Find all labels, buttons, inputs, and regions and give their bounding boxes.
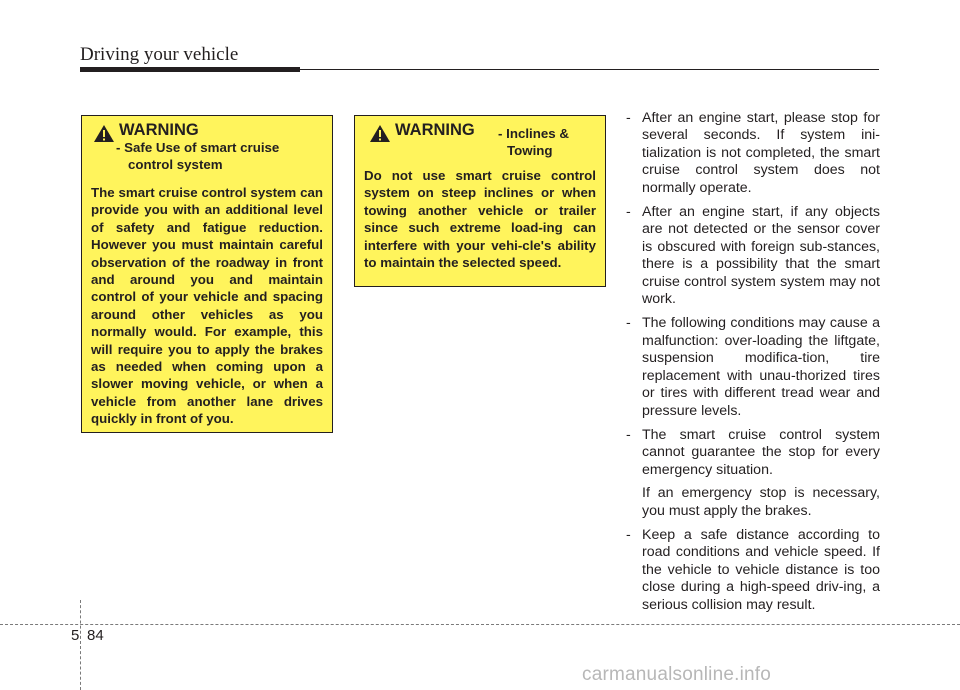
- note-text: After an engine start, please stop for several seconds. If system ini-tialization is not completed, the smart cruise control system does not normally operate.: [642, 110, 880, 196]
- note-continuation: If an emergency stop is necessary, you must apply the brakes.: [642, 485, 880, 519]
- warning-subtitle-line1: - Inclines &: [498, 126, 569, 141]
- note-text: The following conditions may cause a malfunction: over-loading the liftgate, suspension modifica-tion, tire replacement with unau-thorized tires or tires with different tread wear and pressure levels.: [642, 315, 880, 419]
- note-item: [626, 204, 880, 308]
- header-bar: [80, 67, 300, 72]
- header-rule: [300, 69, 879, 70]
- page-number: 84: [87, 627, 104, 644]
- warning-label: WARNING: [119, 121, 199, 139]
- warning-header: [364, 121, 596, 158]
- warning-body: Do not use smart cruise control system on steep inclines or when towing another vehicle or trailer since such extreme load-ing can interfere with your vehi-cle's ability to maintain the selected speed.: [364, 168, 596, 271]
- warning-label: WARNING: [395, 121, 475, 139]
- warning-triangle-icon: [369, 124, 391, 143]
- warning-subtitle-line1: - Safe Use of smart cruise: [116, 140, 280, 155]
- note-text: After an engine start, if any objects are not detected or the sensor cover is obscured with foreign sub-stances, there is a possibility that the smart cruise control system system may not work.: [642, 204, 880, 308]
- warning-box-inclines-towing: [354, 115, 606, 287]
- note-dash: -: [626, 204, 631, 221]
- chapter-number: 5: [71, 627, 80, 644]
- note-item: [626, 527, 880, 614]
- watermark: carmanualsonline.info: [582, 664, 772, 685]
- note-text: Keep a safe distance according to road conditions and vehicle speed. If the vehicle to vehicle distance is too close during a high-speed driv-ing, a serious collision may result.: [642, 526, 880, 613]
- warning-body: The smart cruise control system can provide you with an additional level of safety and fatigue reduction. However you must maintain careful observation of the roadway in front and around you and maintain control of your vehicle and spacing around other vehicles as you normally would. For example, this will require you to apply the brakes as needed when coming upon a slower moving vehicle, or when a vehicle from another lane drives quickly in front of you.: [91, 185, 323, 427]
- notes-column: [626, 110, 880, 621]
- warning-subtitle: [116, 139, 316, 173]
- footer-rule: [0, 624, 960, 625]
- note-item: [626, 427, 880, 479]
- note-item: [626, 315, 880, 419]
- warning-box-smart-cruise: [81, 115, 333, 433]
- note-dash: -: [626, 426, 631, 443]
- warning-triangle-icon: [93, 124, 115, 143]
- note-item: [626, 110, 880, 197]
- warning-subtitle-line2: control system: [128, 157, 223, 172]
- note-dash: -: [626, 110, 631, 126]
- note-dash: -: [626, 315, 631, 332]
- note-text: The smart cruise control system cannot guarantee the stop for every emergency situation.: [642, 426, 880, 478]
- footer-divider: [80, 600, 81, 690]
- note-dash: -: [626, 526, 631, 543]
- page-header-title: Driving your vehicle: [80, 44, 239, 65]
- warning-subtitle-line2: Towing: [507, 143, 553, 158]
